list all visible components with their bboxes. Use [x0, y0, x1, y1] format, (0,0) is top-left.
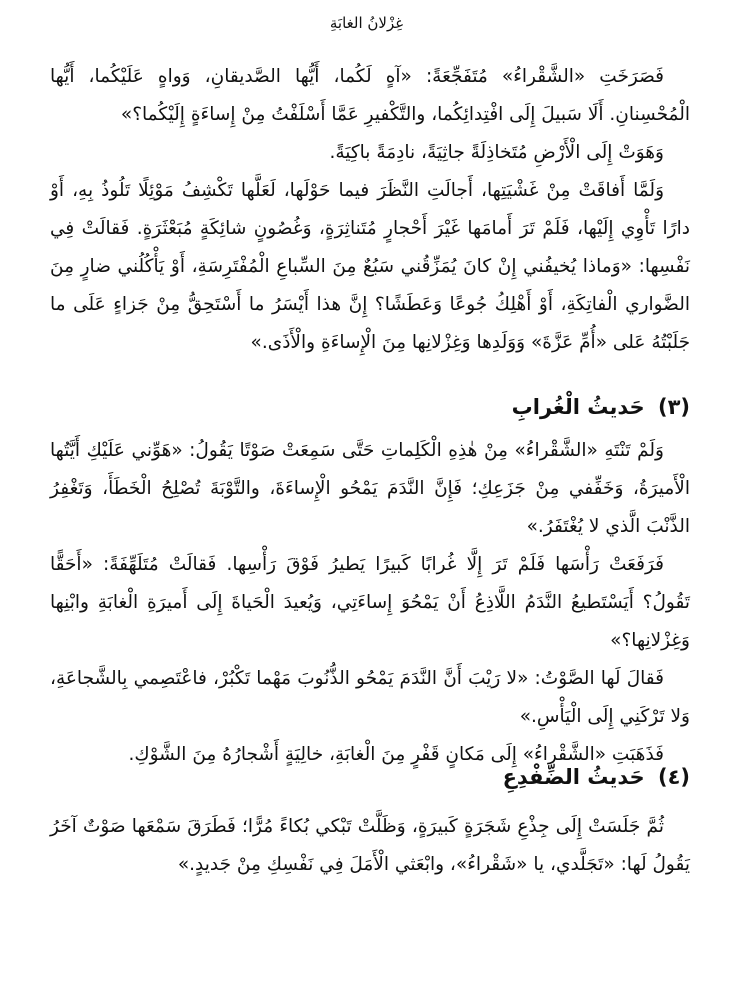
section-title: حَديثُ الضِّفْدِعِ	[502, 765, 645, 789]
section-4-body	[50, 808, 690, 884]
section-3-body	[50, 432, 690, 774]
paragraph: وَلَمَّا أَفاقَتْ مِنْ غَشْيَتِها، أَجالَتِ النَّظَرَ فيما حَوْلَها، لَعَلَّها تَكْشِفُ مَوْئِلًا تَلُوذُ بِهِ، أَوْ دارًا تَأْوِي إِلَيْها، فَلَمْ تَرَ أَمامَها غَيْرَ أَحْجارٍ مُتَناثِرَةٍ، وَغُصُونٍ شائِكَةٍ مُبَعْثَرَةٍ. فَقالَتْ فِي نَفْسِها: «وَماذا يُخيفُني إِنْ كانَ يُمَزِّقُني سَبُعٌ مِنَ السِّباعِ الْمُفْتَرِسَةِ، أَوْ يَأْكُلُني ضارٍ مِنَ الضَّواري الْفاتِكَةِ، أَوْ أَهْلِكُ جُوعًا وَعَطَشًا؟ إِنَّ هذا أَيْسَرُ ما أَسْتَحِقُّ مِنْ جَزاءٍ عَلَى ما جَلَبْتُهُ عَلى «أُمِّ عَزَّةَ» وَوَلَدِها وَغِزْلانِها مِنَ الْإِساءَةِ والْأَذَى.»	[50, 180, 690, 353]
paragraph: فَرَفَعَتْ رَأْسَها فَلَمْ تَرَ إِلَّا غُرابًا كَبيرًا يَطيرُ فَوْقَ رَأْسِها. فَقالَتْ مُتَلَهِّفَةً: «أَحَقًّا تَقُولُ؟ أَيَسْتَطيعُ النَّدَمُ اللَّاذِعُ أَنْ يَمْحُوَ إِساءَتِي، وَيُعيدَ الْحَياةَ إِلَى أَميرَةِ الْغابَةِ وابْنِها وَغِزْلانِها؟»	[50, 554, 690, 651]
section-title: حَديثُ الْغُرابِ	[511, 395, 645, 419]
paragraph: وَلَمْ تَنْتَهِ «الشَّقْراءُ» مِنْ هٰذِهِ الْكَلِماتِ حَتَّى سَمِعَتْ صَوْتًا يَقُولُ: «هَوِّني عَلَيْكِ أَيَّتُها الْأَميرَةُ، وَخَفِّفي مِنْ جَزَعِكِ؛ فَإِنَّ النَّدَمَ يَمْحُو الْإِساءَةَ، والتَّوْبَةَ تُصْلِحُ الْخَطَأَ، وَتَغْفِرُ الذَّنْبَ الَّذي لا يُغْتَفَرُ.»	[50, 440, 690, 537]
paragraph: وَهَوَتْ إِلَى الْأَرْضِ مُتَخاذِلَةً جاثِيَةً، نادِمَةً باكِيَةً.	[329, 142, 664, 163]
paragraph: ثُمَّ جَلَسَتْ إِلَى جِذْعِ شَجَرَةٍ كَبيرَةٍ، وَظَلَّتْ تَبْكي بُكاءً مُرًّا؛ فَطَرَقَ سَمْعَها صَوْتٌ آخَرُ يَقُولُ لَها: «تَجَلَّدي، يا «شَقْراءُ»، وابْعَثي الْأَمَلَ فِي نَفْسِكِ مِنْ جَديدٍ.»	[50, 816, 690, 875]
paragraph: فَصَرَخَتِ «الشَّقْراءُ» مُتَفَجِّعَةً: «آهٍ لَكُما، أَيُّها الصَّديقانِ، وَواهٍ عَلَيْكُما، أَيُّها الْمُحْسِنانِ. أَلَا سَبيلَ إِلَى افْتِدائِكُما، والتَّكْفيرِ عَمَّا أَسْلَفْتُ مِنْ إِساءَةٍ إِلَيْكُما؟»	[50, 66, 690, 125]
running-title: غِزْلانُ الغابَةِ	[329, 14, 404, 32]
section-number: (٤)	[657, 765, 690, 789]
section-heading-4	[50, 762, 690, 792]
section-heading-3	[50, 392, 690, 422]
paragraph: فَقالَ لَها الصَّوْتُ: «لا رَيْبَ أَنَّ النَّدَمَ يَمْحُو الذُّنُوبَ مَهْما تَكْبُرْ، فاعْتَصِمي بِالشَّجاعَةِ، وَلا تَرْكَنِي إِلَى الْيَأْسِ.»	[50, 668, 690, 727]
paragraph: فَذَهَبَتِ «الشَّقْراءُ» إِلَى مَكانٍ قَفْرٍ مِنَ الْغابَةِ، خالِيَةٍ أَشْجارُهُ مِنَ الشَّوْكِ.	[128, 744, 664, 765]
section-top	[50, 58, 690, 362]
section-number: (٣)	[657, 395, 690, 419]
